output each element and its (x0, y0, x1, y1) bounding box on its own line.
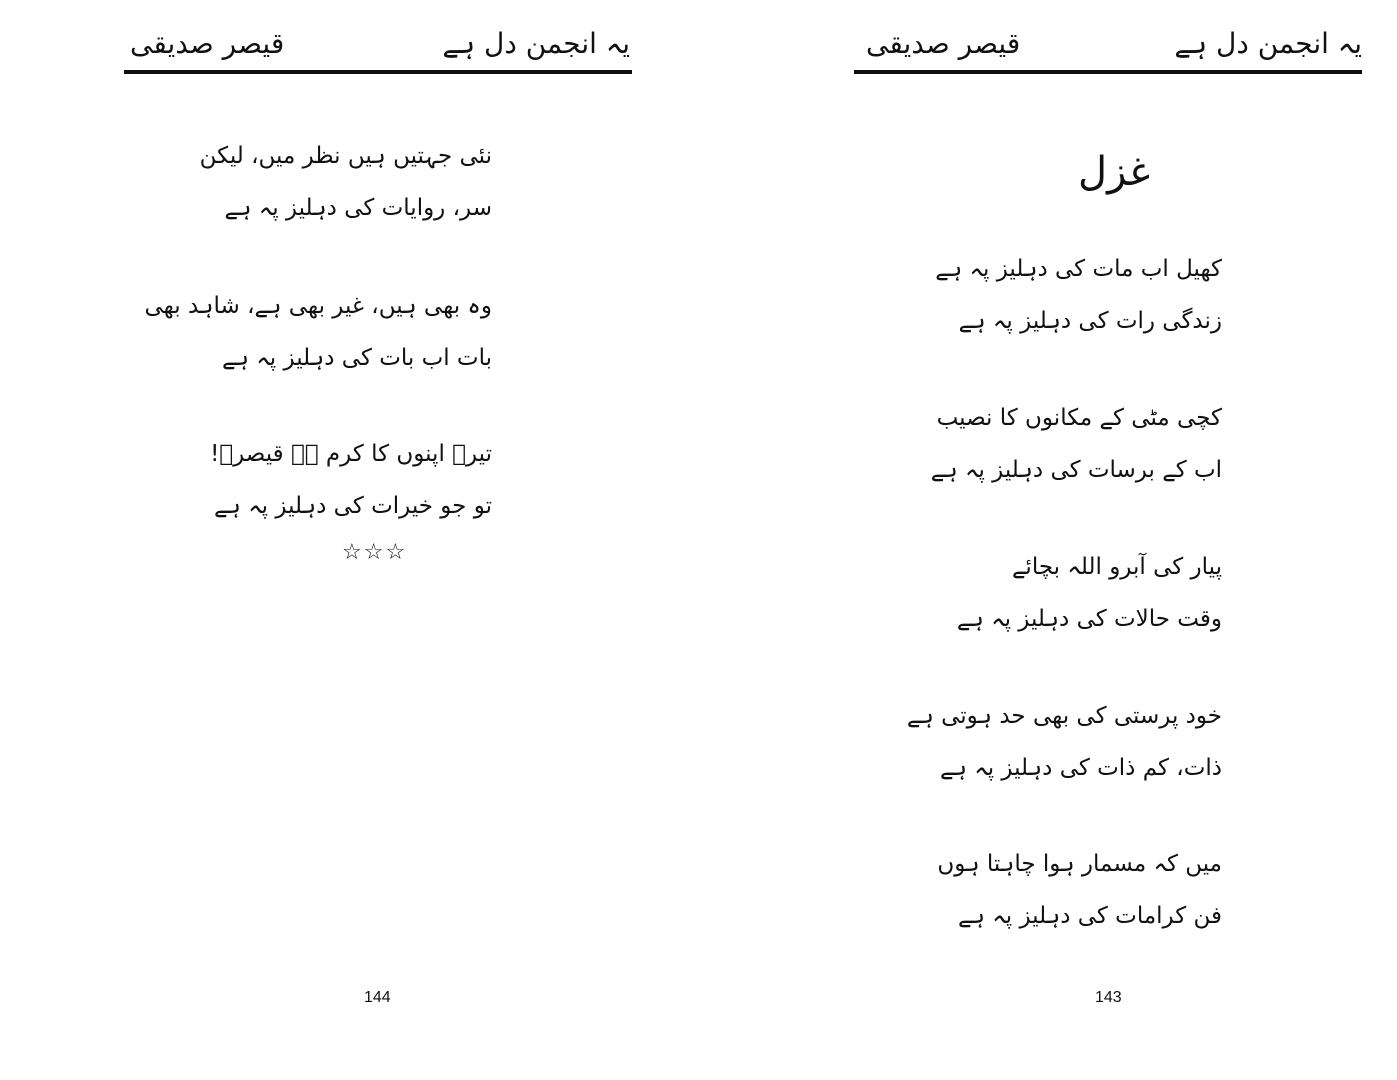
ghazal-title: غزل (1078, 149, 1151, 195)
left-header-author: قیصر صدیقی (130, 27, 285, 60)
verse-line: کچی مٹی کے مکانوں کا نصیب (936, 405, 1222, 431)
left-header-rule (124, 70, 632, 74)
right-header-author: قیصر صدیقی (866, 27, 1021, 60)
right-header-rule (854, 70, 1362, 74)
verse-line: تیرے اپنوں کا کرم ہے قیصرؔ! (210, 441, 492, 467)
right-stanza-5 (937, 838, 1222, 942)
verse-line: بات اب بات کی دہلیز پہ ہے (222, 345, 492, 371)
verse-line: ذات، کم ذات کی دہلیز پہ ہے (939, 755, 1222, 781)
verse-line: خود پرستی کی بھی حد ہوتی ہے (906, 703, 1222, 729)
verse-line: زندگی رات کی دہلیز پہ ہے (958, 308, 1222, 334)
left-stanza-2 (145, 280, 493, 384)
right-stanza-1 (935, 243, 1222, 347)
verse-line: اب کے برسات کی دہلیز پہ ہے (930, 457, 1222, 483)
right-stanza-2 (931, 392, 1222, 496)
verse-line: سر، روایات کی دہلیز پہ ہے (224, 195, 492, 221)
right-stanza-4 (907, 690, 1222, 794)
verse-line: تو جو خیرات کی دہلیز پہ ہے (213, 493, 492, 519)
verse-line: فن کرامات کی دہلیز پہ ہے (958, 903, 1222, 929)
verse-line: میں کہ مسمار ہوا چاہتا ہوں (937, 851, 1222, 877)
section-end-stars: ☆☆☆ (342, 540, 408, 565)
left-stanza-3 (210, 428, 492, 532)
left-page (0, 0, 698, 1080)
right-page (698, 0, 1397, 1080)
right-header-book-title: یہ انجمن دل ہے (1174, 27, 1362, 60)
right-stanza-3 (957, 541, 1222, 645)
verse-line: نئی جہتیں ہیں نظر میں، لیکن (199, 143, 492, 169)
verse-line: کھیل اب مات کی دہلیز پہ ہے (935, 256, 1222, 282)
verse-line: پیار کی آبرو اللہ بچائے (1011, 554, 1222, 580)
verse-line: وقت حالات کی دہلیز پہ ہے (956, 606, 1222, 632)
page-number: 144 (364, 989, 391, 1006)
page-number: 143 (1095, 989, 1122, 1006)
left-stanza-1 (200, 130, 492, 234)
verse-line: وہ بھی ہیں، غیر بھی ہے، شاہد بھی (144, 293, 492, 319)
left-header-book-title: یہ انجمن دل ہے (442, 27, 630, 60)
